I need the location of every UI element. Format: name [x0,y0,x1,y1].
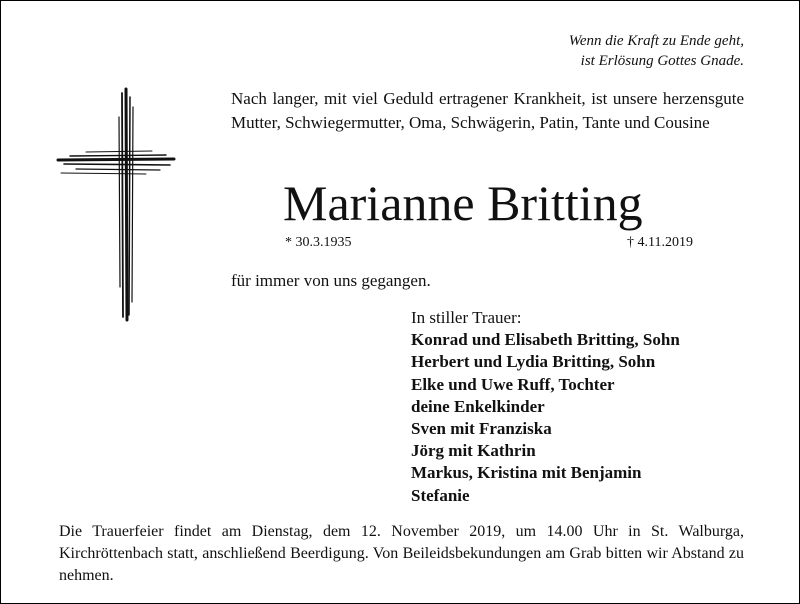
mourner-line: Markus, Kristina mit Benjamin [411,463,642,483]
mourner-line: Herbert und Lydia Britting, Sohn [411,352,656,372]
birth-date: * 30.3.1935 [285,235,352,250]
intro-text: Nach langer, mit viel Geduld ertragener Krankheit, ist unsere herzensgute Mutter, Schwiegermutter, Oma, Schwägerin, Patin, Tante und Cousine [231,89,744,132]
mourner-line: Elke und Uwe Ruff, Tochter [411,374,615,394]
death-date: † 4.11.2019 [627,235,693,250]
passed-text: für immer von uns gegangen. [231,271,431,290]
cross-icon [56,87,176,322]
motto-line-1: Wenn die Kraft zu Ende geht, [568,33,744,49]
funeral-info: Die Trauerfeier findet am Dienstag, dem 12. November 2019, um 14.00 Uhr in St. Walburga, Kirchröttenbach statt, anschließend Beerdigung. Von Beileidsbekundungen am Grab bitten wir Abstand zu nehmen. [59,523,744,584]
mourner-line: Sven mit Franziska [411,419,552,439]
deceased-name: Marianne Britting [283,175,643,231]
motto-line-2: ist Erlösung Gottes Gnade. [580,53,744,69]
mourner-line: Jörg mit Kathrin [411,441,536,461]
mourners-block [411,307,781,507]
mourner-line: Stefanie [411,485,470,505]
mourner-line: deine Enkelkinder [411,396,545,416]
mourning-label: In stiller Trauer: [411,308,522,327]
mourner-line: Konrad und Elisabeth Britting, Sohn [411,330,680,350]
motto [444,31,744,71]
